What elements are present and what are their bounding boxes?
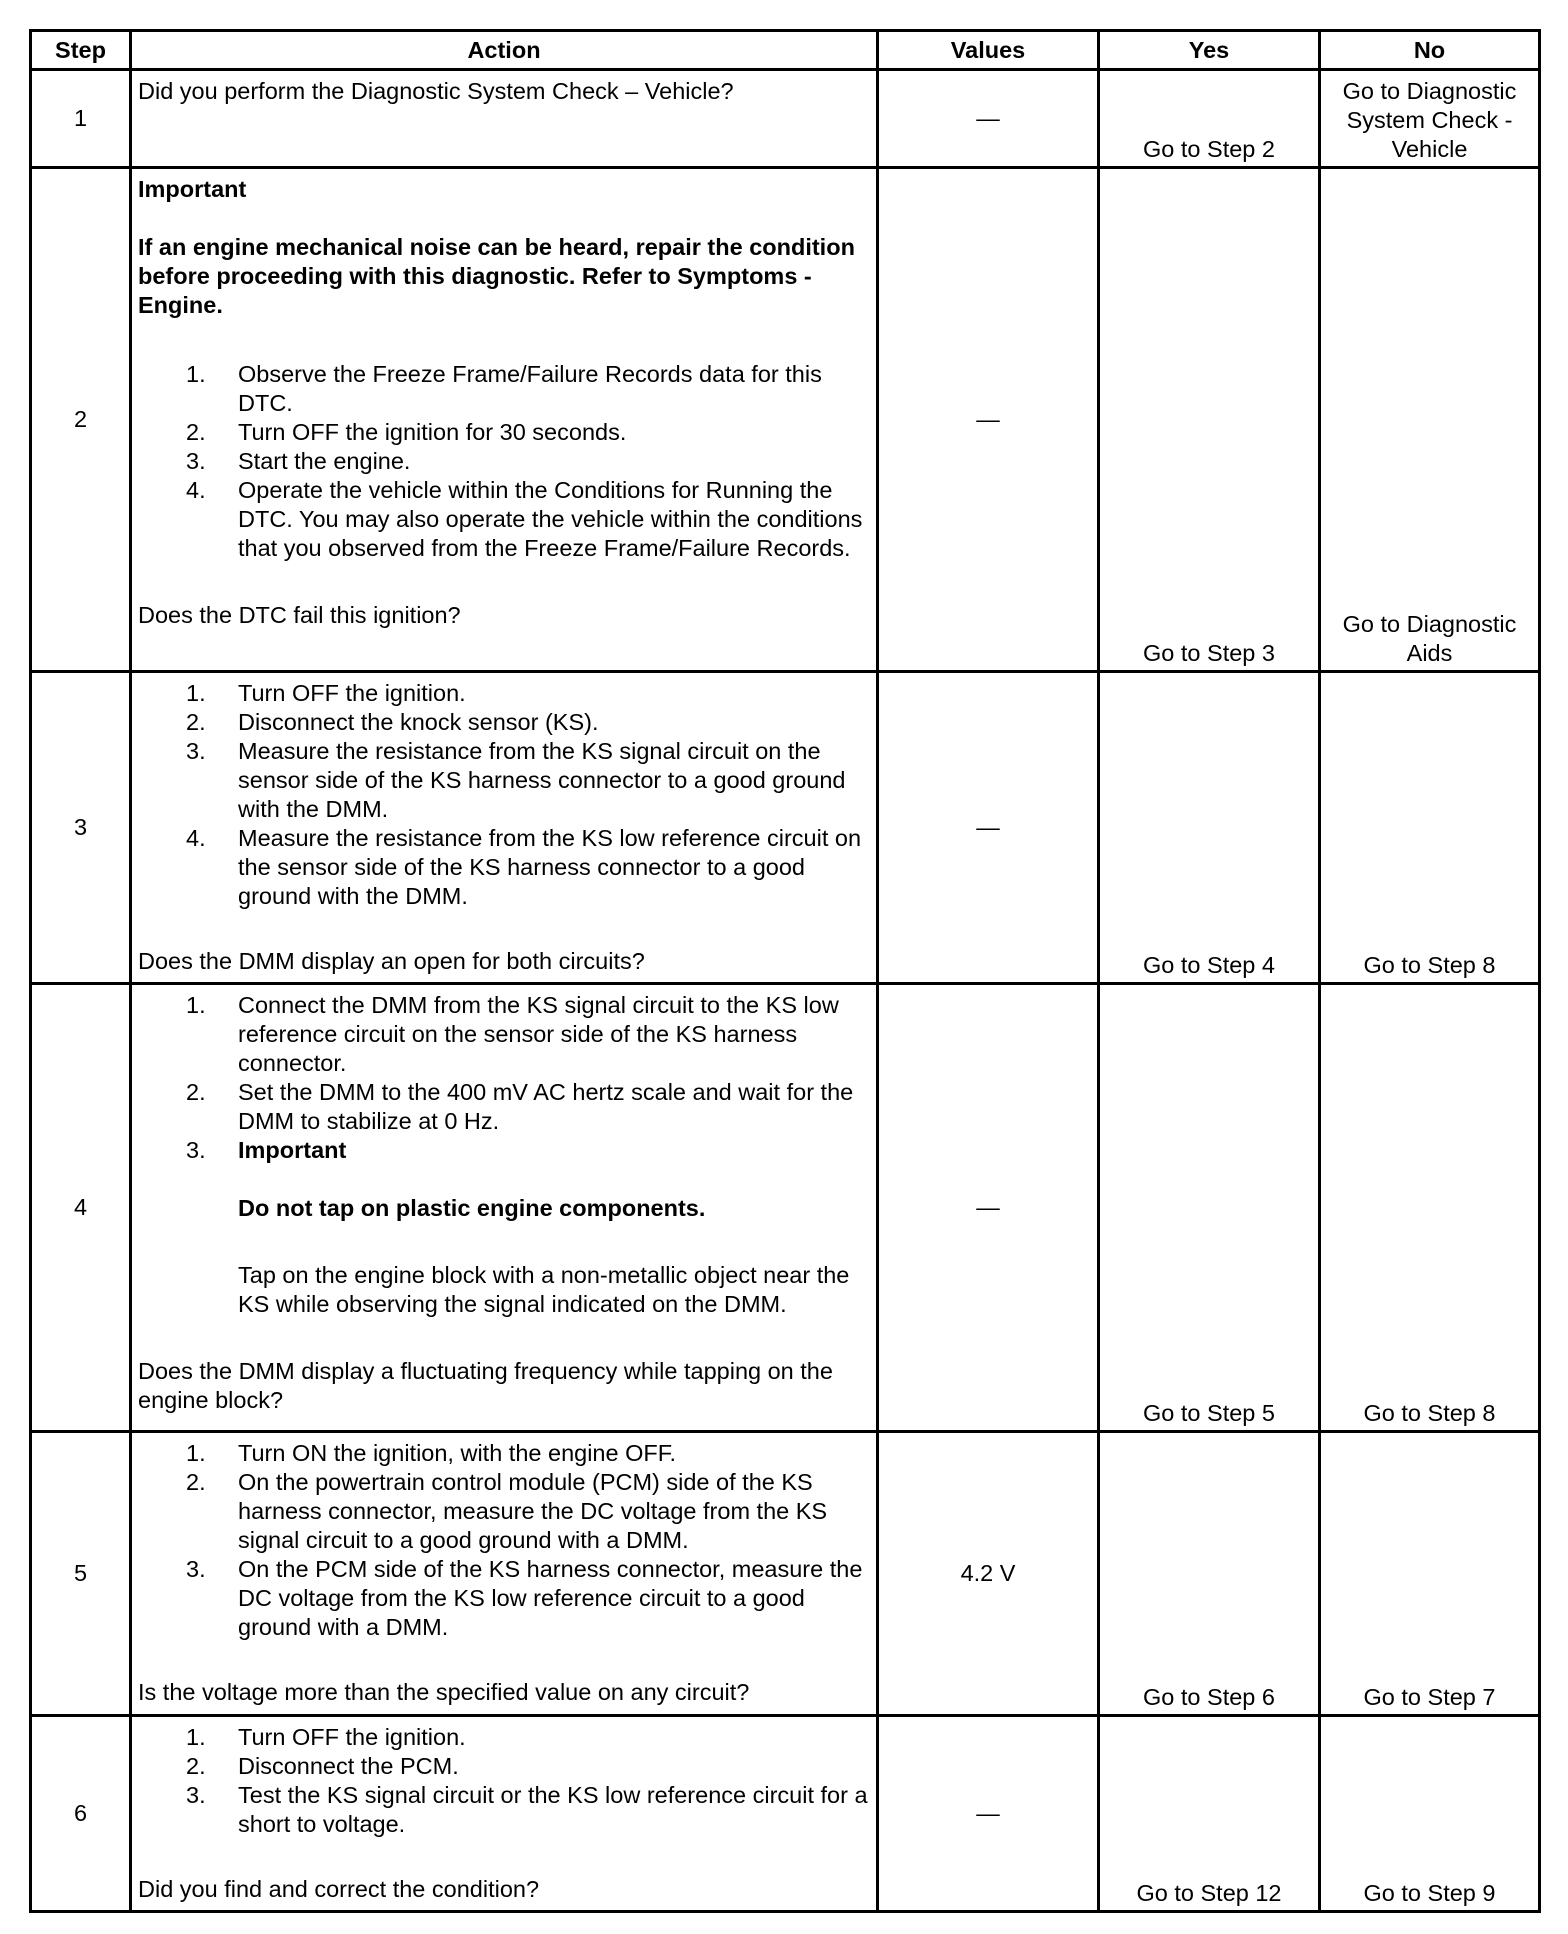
important-title: Important xyxy=(238,1137,347,1163)
header-values: Values xyxy=(878,31,1099,70)
yes-link[interactable]: Go to Step 2 xyxy=(1099,70,1320,168)
step-number: 6 xyxy=(31,1716,131,1912)
procedure-list xyxy=(138,1723,870,1839)
list-item: 3. Measure the resistance from the KS signal circuit on the sensor side of the KS harness connector to a good ground with the DMM. xyxy=(186,738,846,822)
list-item: 1. Turn OFF the ignition. xyxy=(186,680,466,706)
diagnostic-table xyxy=(29,29,1541,1913)
action-cell xyxy=(131,1432,878,1716)
action-cell xyxy=(131,672,878,984)
procedure-list xyxy=(138,1439,870,1642)
header-row xyxy=(31,31,1540,70)
action-question: Does the DMM display an open for both circuits? xyxy=(138,948,645,974)
list-item: 1. Turn OFF the ignition. xyxy=(186,1724,466,1750)
yes-link[interactable]: Go to Step 3 xyxy=(1099,168,1320,672)
header-no: No xyxy=(1320,31,1540,70)
procedure-list xyxy=(138,360,870,563)
value-cell: 4.2 V xyxy=(878,1432,1099,1716)
list-item: 2. Set the DMM to the 400 mV AC hertz scale and wait for the DMM to stabilize at 0 Hz. xyxy=(186,1079,854,1134)
value-cell: — xyxy=(878,168,1099,672)
list-item: 1. Observe the Freeze Frame/Failure Records data for this DTC. xyxy=(186,361,822,416)
action-question: Does the DTC fail this ignition? xyxy=(138,602,461,628)
value-cell: — xyxy=(878,1716,1099,1912)
no-link[interactable]: Go to Step 9 xyxy=(1320,1716,1540,1912)
important-title: Important xyxy=(138,176,247,202)
yes-link[interactable]: Go to Step 12 xyxy=(1099,1716,1320,1912)
no-link[interactable]: Go to Diagnostic System Check - Vehicle xyxy=(1320,70,1540,168)
list-item: 3. On the PCM side of the KS harness connector, measure the DC voltage from the KS low reference circuit to a good ground with a DMM. xyxy=(186,1556,863,1640)
header-step: Step xyxy=(31,31,131,70)
no-link[interactable]: Go to Diagnostic Aids xyxy=(1320,168,1540,672)
list-item: 1. Turn ON the ignition, with the engine OFF. xyxy=(186,1440,677,1466)
important-text: Do not tap on plastic engine components. xyxy=(238,1195,706,1221)
table-row xyxy=(31,672,1540,984)
procedure-list xyxy=(138,679,870,911)
list-item: 3. Start the engine. xyxy=(186,448,411,474)
action-question: Does the DMM display a fluctuating frequency while tapping on the engine block? xyxy=(138,1358,833,1413)
table-row xyxy=(31,70,1540,168)
value-cell: — xyxy=(878,70,1099,168)
header-action: Action xyxy=(131,31,878,70)
action-question: Is the voltage more than the specified value on any circuit? xyxy=(138,1679,750,1705)
step-number: 4 xyxy=(31,984,131,1432)
value-cell: — xyxy=(878,672,1099,984)
step-number: 5 xyxy=(31,1432,131,1716)
table-row xyxy=(31,168,1540,672)
step-number: 3 xyxy=(31,672,131,984)
action-cell xyxy=(131,70,878,168)
no-link[interactable]: Go to Step 8 xyxy=(1320,984,1540,1432)
list-item: 1. Connect the DMM from the KS signal circuit to the KS low reference circuit on the sensor side of the KS harness connector. xyxy=(186,992,839,1076)
list-item: 2. Disconnect the PCM. xyxy=(186,1753,459,1779)
list-item: 4. Measure the resistance from the KS low reference circuit on the sensor side of the KS harness connector to a good ground with the DMM. xyxy=(186,825,862,909)
action-cell xyxy=(131,168,878,672)
list-item: 3. Important Do not tap on plastic engine components. Tap on the engine block with a non-metallic object near the KS while observing the signal indicated on the DMM. xyxy=(138,1136,870,1319)
yes-link[interactable]: Go to Step 5 xyxy=(1099,984,1320,1432)
step-number: 1 xyxy=(31,70,131,168)
list-item: 4. Operate the vehicle within the Conditions for Running the DTC. You may also operate the vehicle within the conditions that you observed from the Freeze Frame/Failure Records. xyxy=(186,477,863,561)
action-cell xyxy=(131,1716,878,1912)
table-row xyxy=(31,1432,1540,1716)
procedure-list xyxy=(138,991,870,1319)
no-link[interactable]: Go to Step 8 xyxy=(1320,672,1540,984)
list-item-text: Tap on the engine block with a non-metallic object near the KS while observing the signal indicated on the DMM. xyxy=(238,1262,850,1317)
action-cell xyxy=(131,984,878,1432)
no-link[interactable]: Go to Step 7 xyxy=(1320,1432,1540,1716)
yes-link[interactable]: Go to Step 4 xyxy=(1099,672,1320,984)
table-row xyxy=(31,984,1540,1432)
action-question: Did you perform the Diagnostic System Check – Vehicle? xyxy=(138,78,734,104)
action-question: Did you find and correct the condition? xyxy=(138,1876,540,1902)
list-item: 3. Test the KS signal circuit or the KS low reference circuit for a short to voltage. xyxy=(186,1782,868,1837)
list-item: 2. Disconnect the knock sensor (KS). xyxy=(186,709,599,735)
value-cell: — xyxy=(878,984,1099,1432)
step-number: 2 xyxy=(31,168,131,672)
list-item: 2. On the powertrain control module (PCM) side of the KS harness connector, measure the DC voltage from the KS signal circuit to a good ground with a DMM. xyxy=(186,1469,828,1553)
list-item: 2. Turn OFF the ignition for 30 seconds. xyxy=(186,419,627,445)
header-yes: Yes xyxy=(1099,31,1320,70)
important-text: If an engine mechanical noise can be heard, repair the condition before proceeding with this diagnostic. Refer to Symptoms - Engine. xyxy=(138,234,855,318)
yes-link[interactable]: Go to Step 6 xyxy=(1099,1432,1320,1716)
table-row xyxy=(31,1716,1540,1912)
